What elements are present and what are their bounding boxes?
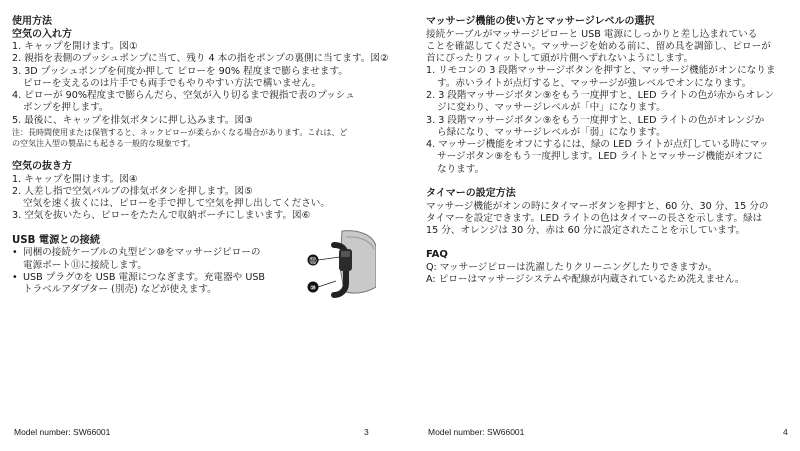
deflate-heading: 空気の抜き方 [12,161,72,173]
timer-body-line-3: 15 分、オレンジは 30 分、赤は 60 分に設定されたことを示しています。 [426,225,746,237]
deflate-step-2: 2. 人差し指で空気バルブの排気ボタンを押します。図⑤ [12,185,253,197]
bullet-icon: • [12,247,18,259]
deflate-step-3: 3. 空気を抜いたら、ピローをたたんで収納ポーチにしまいます。図⑥ [12,210,311,222]
faq-heading: FAQ [426,249,448,261]
massage-step-2: 2. 3 段階マッサージボタン⑨をもう一度押すと、LED ライトの色が赤からオレン [426,89,775,101]
inflate-step-3: 3. 3D プッシュポンプを何度か押して ピローを 90% 程度まで膨らませます。 [12,65,348,77]
massage-steps [426,65,792,176]
massage-step-3-cont: ら緑になり、マッサージレベルが「弱」になります。 [437,126,666,138]
deflate-step-1: 1. キャップを開けます。図④ [12,173,138,185]
inflate-step-4-cont: ポンプを押します。 [23,102,109,114]
deflate-step-2-cont: 空気を速く抜くには、ピローを手で押して空気を押し出してください。 [23,198,330,210]
inflate-steps [12,41,392,127]
massage-pillow-connector-illustration [306,227,376,299]
inflate-step-3-cont: ピローを支えるのは片手でも両手でもやりやすい方法で構いません。 [23,77,321,89]
usb-item-2-text: USB プラグ⑦を USB 電源につなぎます。充電器や USB [23,271,266,283]
timer-body-line-2: タイマーを設定できます。LED ライトの色はタイマーの長さを示します。緑は [426,212,763,224]
usb-item-1-text: 同梱の接続ケーブルの丸型ピン⑩をマッサージピローの [23,247,261,259]
massage-step-2-cont: ジに変わり、マッサージレベルが「中」になります。 [437,102,666,114]
inflate-note-line-2: の空気注入型の製品にも起きる一般的な現象です。 [12,139,196,149]
deflate-steps [12,174,392,223]
timer-body-line-1: マッサージ機能がオンの時にタイマーボタンを押すと、60 分、30 分、15 分の [426,200,769,212]
inflate-step-1: 1. キャップを開けます。図① [12,41,138,52]
inflate-step-2: 2. 親指を表側のプッシュポンプに当て、残り 4 本の指をポンプの裏側に当てます。図② [12,53,389,65]
page-number: 3 [364,427,369,437]
connector-illustration-icon [306,227,376,299]
page-title: 使用方法 [12,16,52,27]
bullet-icon: • [12,271,18,283]
inflate-heading: 空気の入れ方 [12,28,72,40]
model-number: Model number: SW66001 [14,427,111,437]
usb-heading: USB 電源との接続 [12,234,101,246]
massage-step-4-cont-2: なります。 [437,163,485,175]
usb-item-2-cont: トラベルアダプター (別売) などが使えます。 [23,284,217,296]
inflate-note-line-1: 注：長時間使用または保管すると、ネックピローが柔らかくなる場合があります。これは、ど [12,128,348,138]
faq-answer: A: ピローはマッサージシステムや配線が内蔵されているため洗えません。 [426,274,745,286]
massage-heading: マッサージ機能の使い方とマッサージレベルの選択 [426,16,655,27]
model-number: Model number: SW66001 [428,427,525,437]
massage-step-1: 1. リモコンの 3 段階マッサージボタンを押すと、マッサージ機能がオンになりま [426,65,776,77]
timer-heading: タイマーの設定方法 [426,188,516,200]
faq-question: Q: マッサージピローは洗濯したりクリーニングしたりできますか。 [426,261,718,273]
massage-step-3: 3. 3 段階マッサージボタン⑨をもう一度押すと、LED ライトの色がオレンジか [426,114,765,126]
figure-label-10: ⑩ [310,284,316,292]
massage-step-4-cont: サージボタン⑨をもう一度押します。LED ライトとマッサージ機能がオフに [437,151,763,163]
massage-intro-line-2: ことを確認してください。マッサージを始める前に、留め具を調節し、ピローが [426,40,771,52]
massage-step-4: 4. マッサージ機能をオフにするには、緑の LED ライトが点灯している時にマッ [426,139,769,151]
massage-intro-line-1: 接続ケーブルがマッサージピローと USB 電源にしっかりと差し込まれている [426,28,758,40]
inflate-step-5: 5. 最後に、キャップを排気ボタンに押し込みます。図③ [12,114,253,126]
figure-label-11: ⑪ [309,257,317,265]
page-number: 4 [783,427,788,437]
right-page [400,0,800,451]
usb-item-1-cont: 電源ポート⑪に接続します。 [23,259,147,271]
massage-intro-line-3: 首にぴったりフィットして頭が片側へずれないようにします。 [426,53,694,65]
inflate-step-4: 4. ピローが 90%程度まで膨らんだら、空気が入り切るまで親指で表のプッシュ [12,90,355,102]
massage-step-1-cont: す。赤いライトが点灯すると、マッサージが強レベルでオンになります。 [437,77,752,89]
